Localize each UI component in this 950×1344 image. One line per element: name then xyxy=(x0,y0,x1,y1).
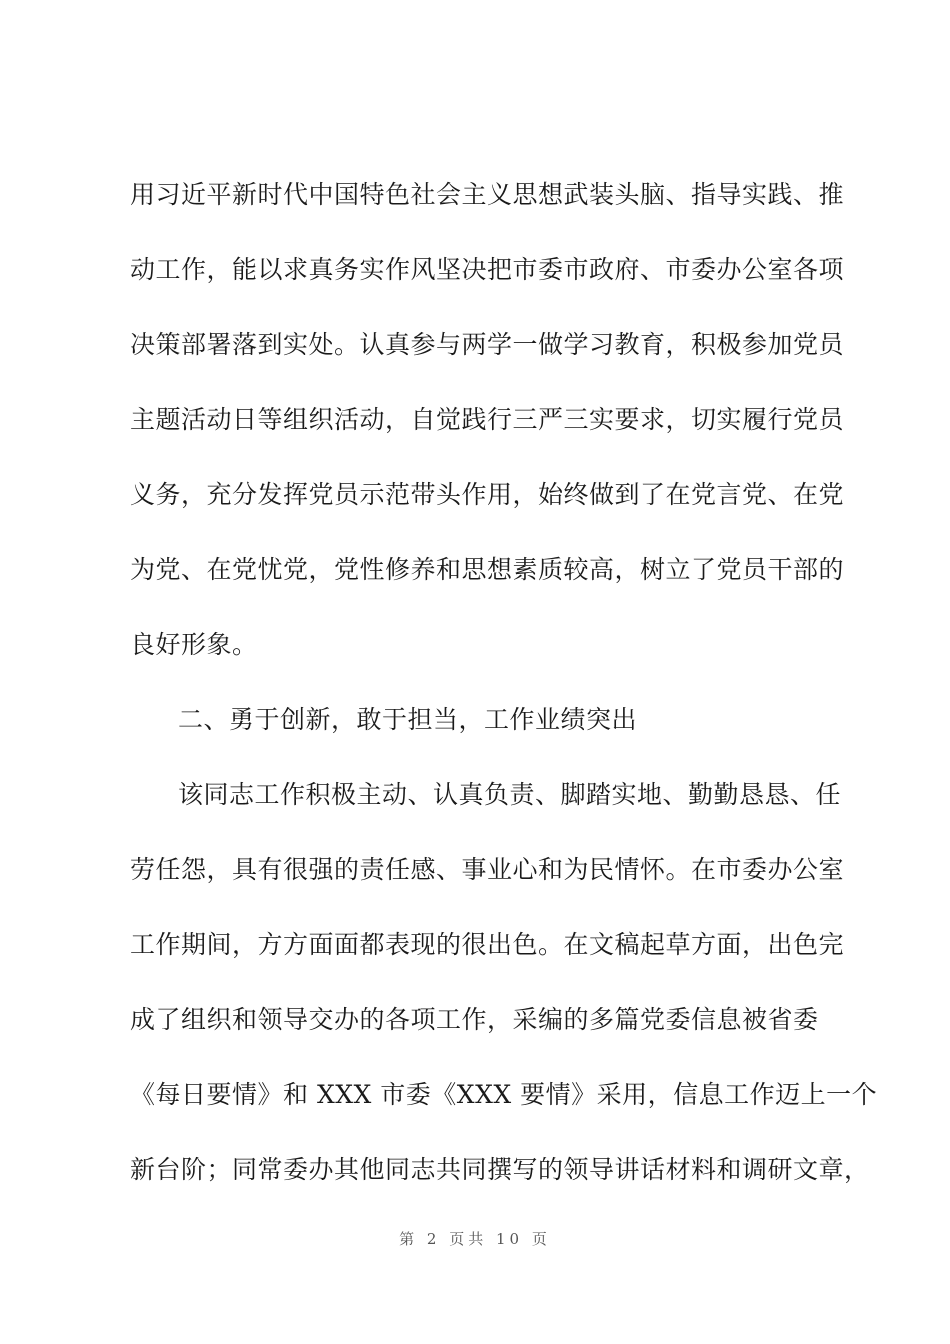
paragraph-line: 良好形象。 xyxy=(130,630,258,659)
paragraph-line: 为党、在党忧党，党性修养和思想素质较高，树立了党员干部的 xyxy=(130,555,845,584)
page-number-footer: 第 2 页共 10 页 xyxy=(399,1230,551,1248)
paragraph-line: 动工作，能以求真务实作风坚决把市委市政府、市委办公室各项 xyxy=(130,255,845,284)
section-heading: 二、勇于创新，敢于担当，工作业绩突出 xyxy=(178,705,638,734)
paragraph-line: 用习近平新时代中国特色社会主义思想武装头脑、指导实践、推 xyxy=(130,180,845,209)
paragraph-line: 工作期间，方方面面都表现的很出色。在文稿起草方面，出色完 xyxy=(130,930,845,959)
paragraph-line: 劳任怨，具有很强的责任感、事业心和为民情怀。在市委办公室 xyxy=(130,855,845,884)
paragraph-line: 该同志工作积极主动、认真负责、脚踏实地、勤勤恳恳、任 xyxy=(178,780,842,809)
paragraph-line: 决策部署落到实处。认真参与两学一做学习教育，积极参加党员 xyxy=(130,330,845,359)
paragraph-line: 主题活动日等组织活动，自觉践行三严三实要求，切实履行党员 xyxy=(130,405,845,434)
paragraph-line: 《每日要情》和 XXX 市委《XXX 要情》采用，信息工作迈上一个 xyxy=(130,1080,878,1109)
paragraph-line: 新台阶；同常委办其他同志共同撰写的领导讲话材料和调研文章， xyxy=(130,1155,870,1184)
paragraph-line: 成了组织和领导交办的各项工作，采编的多篇党委信息被省委 xyxy=(130,1005,819,1034)
paragraph-line: 义务，充分发挥党员示范带头作用，始终做到了在党言党、在党 xyxy=(130,480,845,509)
